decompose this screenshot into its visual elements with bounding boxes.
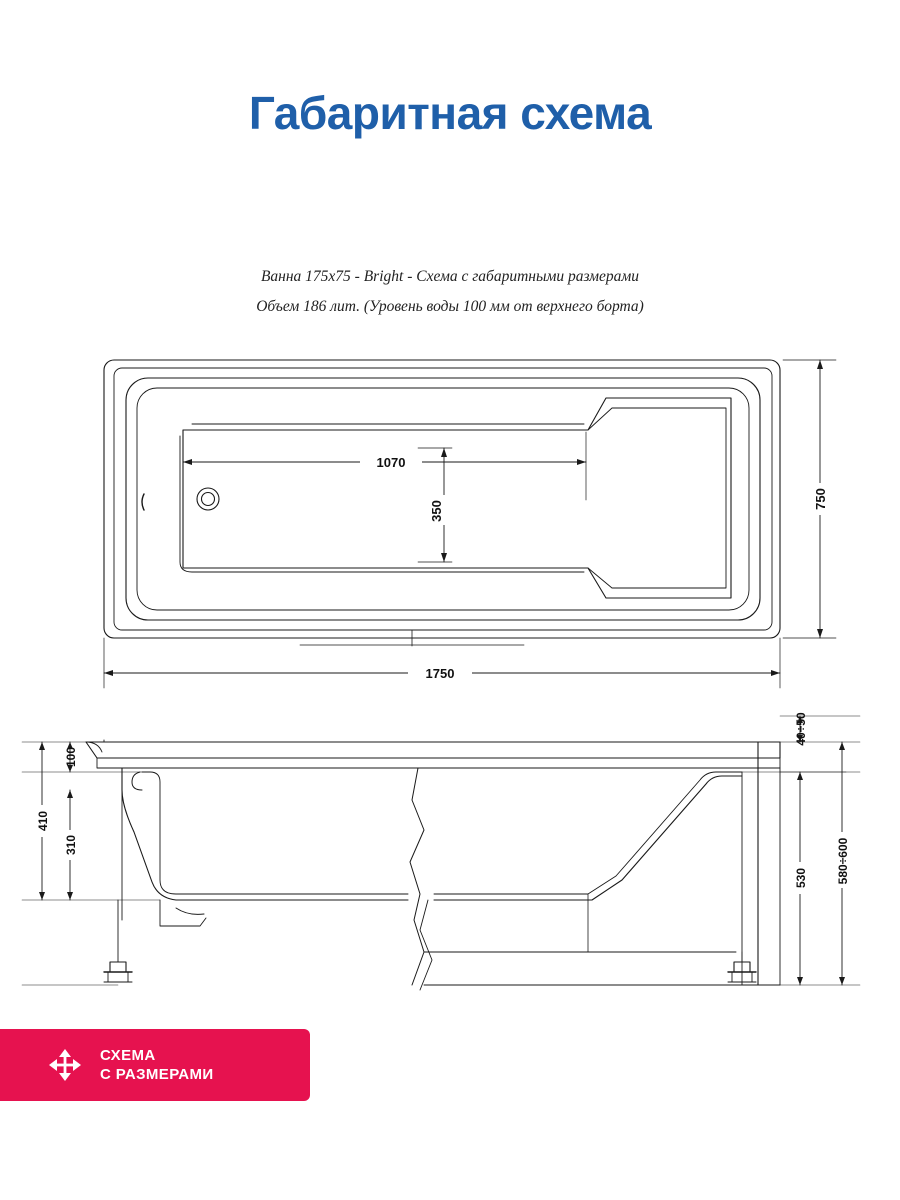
top-view-group: [104, 360, 836, 688]
drain-hole-inner: [202, 493, 215, 506]
dimension-label-100: 100: [64, 746, 78, 768]
side-bowl-left-inner: [142, 772, 262, 894]
side-bowl-left-profile: [122, 768, 262, 900]
dimension-350: [418, 448, 452, 562]
side-top-rim: [86, 742, 780, 758]
badge-line-2: С РАЗМЕРАМИ: [100, 1066, 214, 1083]
dimension-410: [32, 742, 52, 900]
side-bowl-right-profile: [434, 772, 742, 894]
dimension-label-580-600: 580÷600: [836, 837, 850, 885]
description-line-2: Объем 186 лит. (Уровень воды 100 мм от верхнего борта): [256, 298, 644, 315]
dimension-label-310: 310: [64, 834, 78, 856]
page-title: Габаритная схема: [248, 87, 652, 139]
dimension-310: [60, 790, 80, 900]
badge-text-block: [100, 1046, 214, 1084]
leg-left: [104, 900, 132, 982]
four-way-arrows-icon: [48, 1048, 82, 1082]
dimension-530: [790, 772, 810, 985]
dimension-750: [783, 360, 836, 638]
dimension-label-1750: 1750: [425, 666, 455, 681]
side-rim-lower: [97, 758, 780, 768]
description-line-1: Ванна 175х75 - Bright - Схема с габаритными размерами: [260, 268, 640, 285]
bath-left-notch: [142, 494, 144, 510]
dimension-100: [64, 742, 78, 772]
break-line-upper: [410, 768, 424, 985]
dimension-label-350: 350: [429, 500, 444, 522]
dimension-40-50: [794, 712, 808, 746]
dimension-label-530: 530: [794, 867, 808, 889]
side-view-group: [22, 712, 860, 990]
status-badge: [0, 1029, 310, 1101]
dimension-label-1070: 1070: [376, 455, 406, 470]
dimension-label-410: 410: [36, 810, 50, 832]
badge-line-1: СХЕМА: [100, 1047, 156, 1064]
dimension-label-40-50: 40÷50: [794, 712, 808, 746]
dimension-1070: [183, 430, 586, 500]
drain-hole-outer: [197, 488, 219, 510]
bath-bottom-area: [183, 398, 731, 598]
dimension-label-750: 750: [813, 488, 828, 510]
dimension-580-600: [831, 742, 853, 985]
dimension-1750: [104, 638, 780, 688]
bath-slope-edge: [588, 408, 726, 588]
